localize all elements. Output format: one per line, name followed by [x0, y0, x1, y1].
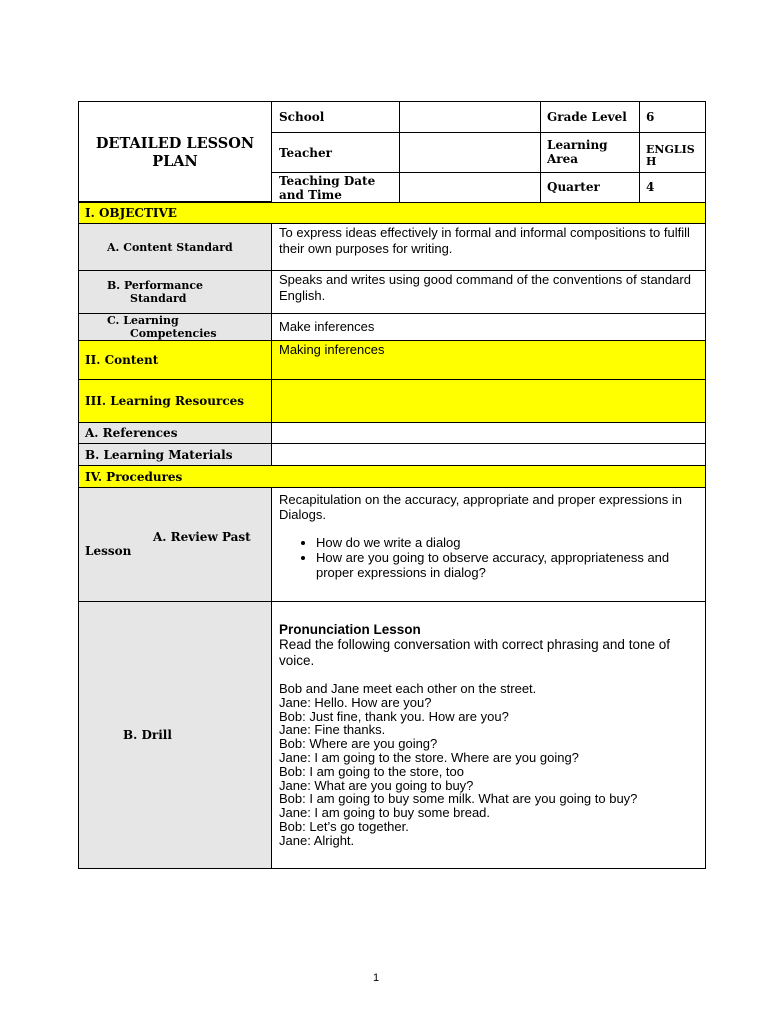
dialog-line: Jane: I am going to buy some bread. [279, 805, 491, 821]
grade-level-label-cell [540, 101, 640, 133]
drill-label: B. Drill [123, 728, 172, 742]
dialog-line: Jane: Alright. [279, 832, 355, 848]
content-standard-text-cell [271, 223, 706, 271]
references-value-cell [271, 422, 706, 444]
learning-area-label-cell [540, 132, 640, 173]
performance-standard-label-1: B. Performance [107, 279, 204, 292]
content-heading: II. Content [85, 353, 159, 367]
review-label-1: A. Review Past [153, 530, 251, 544]
content-standard-label-cell [78, 223, 272, 271]
learning-competencies-label-1: C. Learning [107, 314, 179, 327]
dialog-line: Bob: I am going to the store, too [279, 763, 465, 779]
content-standard-label: A. Content Standard [107, 241, 233, 254]
dialog-line: Bob: Where are you going? [279, 736, 438, 752]
teaching-date-label-cell [271, 172, 400, 203]
title-cell [78, 101, 272, 202]
drill-heading: Pronunciation Lesson [279, 622, 421, 637]
title-line-2: PLAN [152, 153, 198, 170]
learning-resources-heading: III. Learning Resources [85, 394, 245, 408]
dialog-line: Jane: Fine thanks. [279, 722, 386, 738]
performance-standard-label-cell [78, 270, 272, 314]
quarter-label-cell [540, 172, 640, 203]
learning-area-value-2: H [646, 155, 657, 168]
quarter-value: 4 [646, 180, 655, 194]
teacher-label-cell [271, 132, 400, 173]
procedures-heading: IV. Procedures [85, 470, 183, 484]
learning-resources-value-cell [271, 379, 706, 423]
school-label-cell [271, 101, 400, 133]
review-bullet-list [272, 535, 699, 580]
dialog-line: Jane: What are you going to buy? [279, 777, 474, 793]
teacher-value-cell [399, 132, 541, 173]
content-heading-cell [78, 340, 272, 380]
content-text-cell [271, 340, 706, 380]
content-standard-text: To express ideas effectively in formal and informal compositions to fulfill their own purposes for writing. [279, 225, 690, 256]
dialog-line: Bob and Jane meet each other on the street. [279, 681, 537, 696]
page-number: 1 [373, 972, 380, 984]
references-label: A. References [85, 426, 178, 440]
learning-materials-value-cell [271, 443, 706, 466]
drill-instruction: Read the following conversation with correct phrasing and tone of voice. [279, 637, 670, 668]
learning-materials-label-cell [78, 443, 272, 466]
school-label: School [279, 110, 325, 124]
title-line-1: DETAILED LESSON [95, 135, 255, 152]
grade-level-value-cell [639, 101, 706, 133]
learning-resources-heading-cell [78, 379, 272, 423]
drill-text-cell [271, 601, 706, 869]
learning-area-label-1: Learning [547, 138, 608, 152]
grade-level-label: Grade Level [547, 110, 627, 124]
teaching-date-value-cell [399, 172, 541, 203]
review-bullet: • How do we write a dialog [316, 535, 699, 550]
dialog-line: Jane: I am going to the store. Where are you going? [279, 749, 579, 765]
learning-competencies-text-cell [271, 313, 706, 341]
quarter-label: Quarter [547, 180, 600, 194]
teaching-date-label-1: Teaching Date [279, 174, 376, 188]
learning-competencies-label-cell [78, 313, 272, 341]
learning-area-value-cell [639, 132, 706, 173]
grade-level-value: 6 [646, 110, 655, 124]
school-value-cell [399, 101, 541, 133]
performance-standard-text-cell [271, 270, 706, 314]
performance-standard-text: Speaks and writes using good command of the conventions of standard English. [279, 272, 691, 303]
dialog-line: Bob: Just fine, thank you. How are you? [279, 708, 509, 724]
review-intro: Recapitulation on the accuracy, appropriate and proper expressions in Dialogs. [279, 492, 682, 522]
review-bullet: • How are you going to observe accuracy, appropriateness and proper expressions in dialog? [316, 550, 699, 580]
drill-label-cell [78, 601, 272, 869]
teaching-date-label-2: and Time [279, 188, 342, 202]
content-text: Making inferences [279, 342, 385, 357]
learning-materials-label: B. Learning Materials [85, 448, 233, 462]
teacher-label: Teacher [279, 146, 332, 160]
objective-heading: I. OBJECTIVE [85, 206, 177, 220]
learning-competencies-label-2: Competencies [130, 327, 217, 340]
performance-standard-label-2: Standard [130, 292, 187, 305]
objective-heading-row [78, 202, 706, 224]
references-label-cell [78, 422, 272, 444]
learning-area-value-1: ENGLIS [646, 143, 695, 156]
quarter-value-cell [639, 172, 706, 203]
procedures-heading-row [78, 465, 706, 488]
dialog-line: Bob: I am going to buy some milk. What are you going to buy? [279, 791, 638, 807]
dialog-line: Bob: Let’s go together. [279, 818, 409, 834]
dialog-line: Jane: Hello. How are you? [279, 694, 432, 710]
learning-competencies-text: Make inferences [279, 319, 375, 334]
review-text-cell [271, 487, 706, 602]
review-label-cell [78, 487, 272, 602]
review-label-2: Lesson [85, 544, 132, 558]
learning-area-label-2: Area [547, 152, 579, 166]
dialog-block [279, 682, 699, 848]
